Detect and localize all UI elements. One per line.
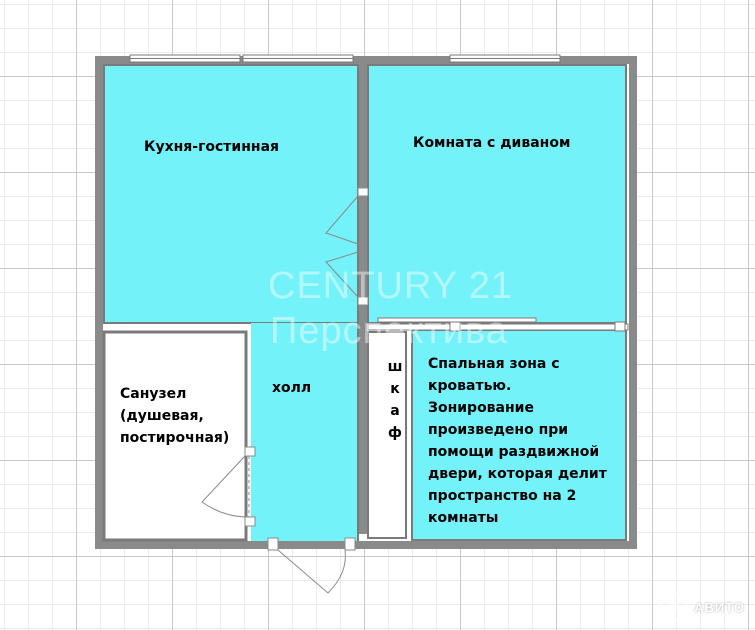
wardrobe-letter: ш (387, 359, 403, 375)
camera-icon (658, 592, 688, 622)
wardrobe-letter: а (390, 403, 400, 419)
watermark-line1: CENTURY 21 (268, 265, 514, 307)
wardrobe-letter: ф (388, 425, 402, 441)
label-wardrobe (385, 356, 405, 444)
avito-text: АВИТО (694, 599, 745, 615)
label-bathroom: Санузел (душевая, постирочная) (120, 386, 230, 446)
label-sleeping: Спальная зона с кроватью. Зонирование произведено при помощи раздвижной двери, которая делит пространство на 2 комнаты (428, 356, 607, 526)
room-hall (251, 323, 358, 541)
avito-badge (658, 592, 745, 622)
watermark-line2: Перспектива (270, 310, 508, 352)
wardrobe-letter: к (390, 381, 400, 397)
label-hall: холл (272, 380, 312, 396)
window-icon (130, 55, 560, 62)
label-kitchen: Кухня-гостинная (144, 139, 280, 155)
label-sofa-room: Комната с диваном (413, 135, 571, 151)
